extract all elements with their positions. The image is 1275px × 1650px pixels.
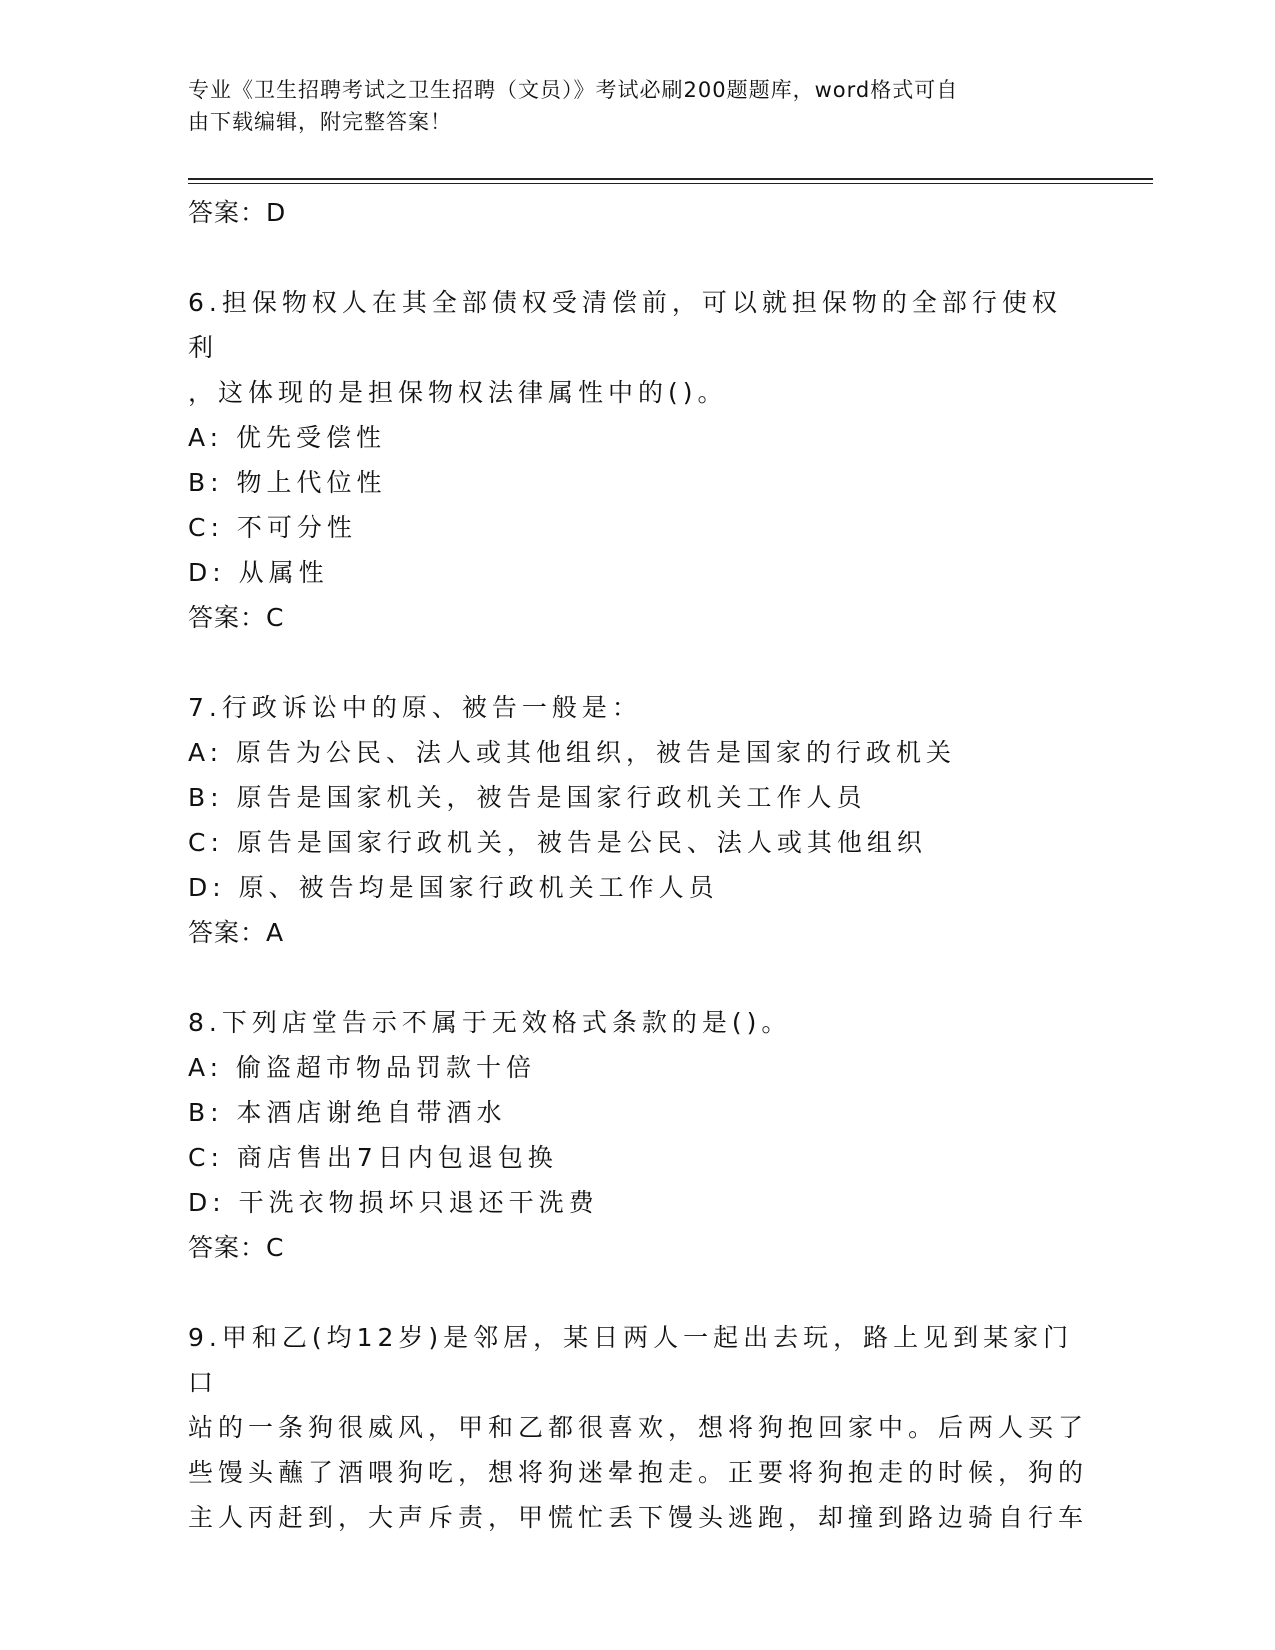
question-text-line: 6.担保物权人在其全部债权受清偿前，可以就担保物的全部行使权利 (188, 288, 1062, 362)
answer-line: 答案：C (188, 603, 285, 632)
spacer (188, 640, 1088, 685)
question-text-line: 8.下列店堂告示不属于无效格式条款的是()。 (188, 1008, 792, 1037)
option-d: D: 从属性 (188, 558, 329, 587)
spacer (188, 955, 1088, 1000)
document-header (188, 74, 1068, 138)
option-c: C: 不可分性 (188, 513, 357, 542)
document-body (188, 190, 1088, 1540)
answer-line: 答案：D (188, 198, 287, 227)
question-block (188, 1315, 1088, 1540)
option-c: C: 原告是国家行政机关，被告是公民、法人或其他组织 (188, 828, 927, 857)
header-line-2: 由下载编辑，附完整答案！ (188, 110, 452, 134)
question-text-line: 些馒头蘸了酒喂狗吃，想将狗迷晕抱走。正要将狗抱走的时候，狗的 (188, 1458, 1089, 1487)
option-c: C: 商店售出7日内包退包换 (188, 1143, 558, 1172)
option-b: B: 物上代位性 (188, 468, 387, 497)
spacer (188, 235, 1088, 280)
answer-line: 答案：A (188, 918, 285, 947)
answer-line: 答案：C (188, 1233, 285, 1262)
option-b: B: 本酒店谢绝自带酒水 (188, 1098, 507, 1127)
header-line-1: 专业《卫生招聘考试之卫生招聘（文员）》考试必刷200题题库，word格式可自 (188, 78, 959, 102)
option-b: B: 原告是国家机关，被告是国家行政机关工作人员 (188, 783, 867, 812)
option-a: A: 优先受偿性 (188, 423, 387, 452)
question-text-line: 7.行政诉讼中的原、被告一般是： (188, 693, 642, 722)
question-text-line: ，这体现的是担保物权法律属性中的()。 (188, 378, 728, 407)
option-a: A: 原告为公民、法人或其他组织，被告是国家的行政机关 (188, 738, 957, 767)
option-d: D: 干洗衣物损坏只退还干洗费 (188, 1188, 599, 1217)
question-block (188, 685, 1088, 955)
header-rule-thick (188, 178, 1153, 180)
question-text-line: 9.甲和乙(均12岁)是邻居，某日两人一起出去玩，路上见到某家门口 (188, 1323, 1074, 1397)
question-block (188, 1000, 1088, 1270)
question-text-line: 主人丙赶到，大声斥责，甲慌忙丢下馒头逃跑，却撞到路边骑自行车 (188, 1503, 1089, 1532)
spacer (188, 1270, 1088, 1315)
question-text-line: 站的一条狗很威风，甲和乙都很喜欢，想将狗抱回家中。后两人买了 (188, 1413, 1089, 1442)
header-rule-thin (188, 183, 1153, 184)
option-a: A: 偷盗超市物品罚款十倍 (188, 1053, 537, 1082)
option-d: D: 原、被告均是国家行政机关工作人员 (188, 873, 719, 902)
question-block (188, 280, 1088, 640)
